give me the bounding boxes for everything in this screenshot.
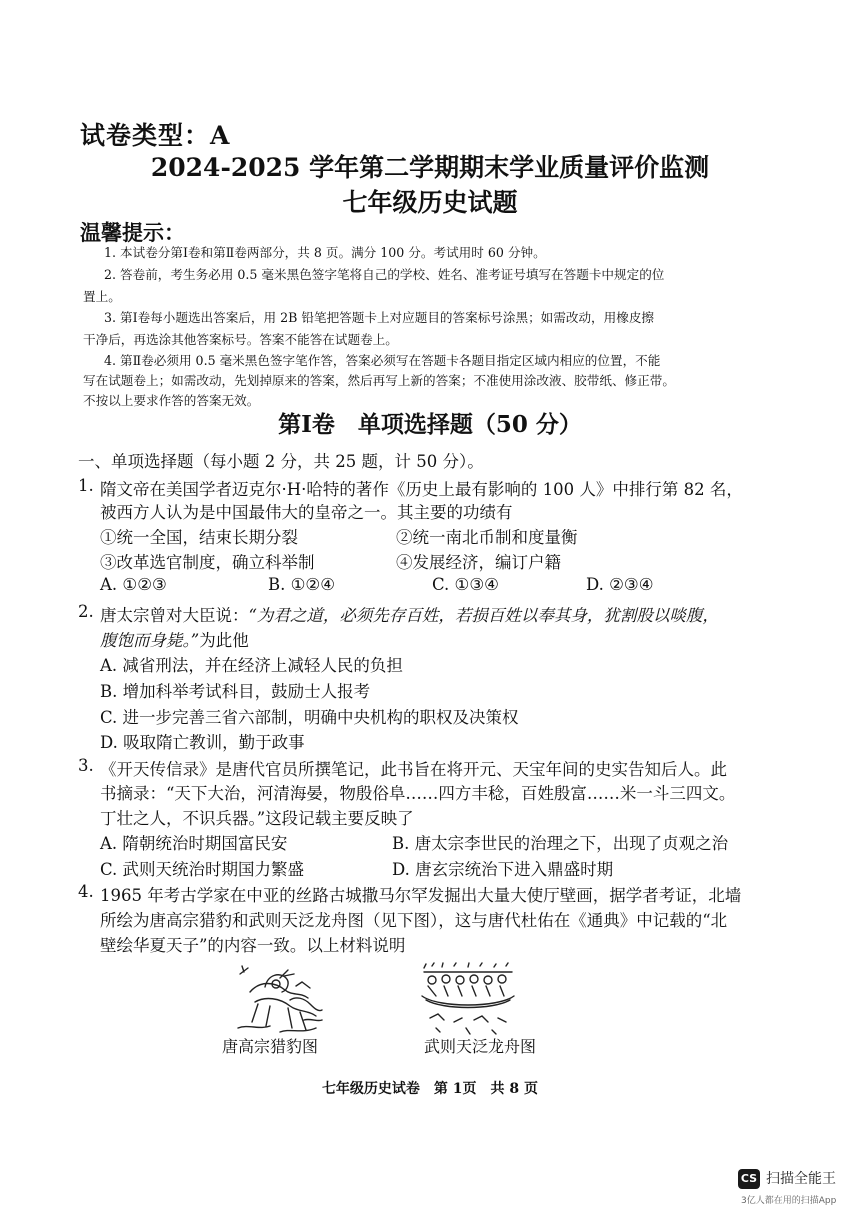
tip-line: 不按以上要求作答的答案无效。 — [83, 393, 260, 408]
section-title: 第Ⅰ卷 单项选择题（50 分） — [278, 411, 582, 438]
camscanner-logo: CS — [738, 1169, 760, 1189]
page-footer: 七年级历史试卷 第 1页 共 8 页 — [321, 1081, 539, 1097]
answer-option: A. ①②③ — [100, 575, 167, 594]
question-text: 为此他 — [199, 631, 249, 650]
quotation: 腹饱而身毙。” — [100, 631, 200, 650]
question-text: 丁壮之人，不识兵器。”这段记载主要反映了 — [100, 809, 414, 828]
question-text: 《开天传信录》是唐代官员所撰笔记，此书旨在将开元、天宝年间的史实告知后人。此 — [100, 760, 727, 779]
tip-line: 写在试题卷上；如需改动，先划掉原来的答案，然后再写上新的答案；不准使用涂改液、胶带纸、修正带。 — [83, 373, 675, 388]
tip-line: 置上。 — [83, 289, 121, 304]
answer-option: C. ①③④ — [432, 575, 499, 594]
answer-option: A. 隋朝统治时期国富民安 — [100, 834, 288, 853]
question-text: 壁绘华夏天子”的内容一致。以上材料说明 — [100, 936, 406, 955]
image-caption: 武则天泛龙舟图 — [424, 1037, 537, 1056]
answer-option: D. ②③④ — [586, 575, 654, 594]
answer-option: B. 唐太宗李世民的治理之下，出现了贞观之治 — [392, 834, 729, 853]
camscanner-tagline: 3亿人都在用的扫描App — [741, 1196, 837, 1206]
tip-line: 3. 第Ⅰ卷每小题选出答案后，用 2B 铅笔把答题卡上对应题目的答案标号涂黑；如需改动，用橡皮擦 — [104, 310, 655, 325]
exam-subtitle: 七年级历史试题 — [342, 188, 518, 217]
question-number: 1. — [78, 476, 94, 495]
mural-hunting-image — [230, 962, 330, 1042]
section-instruction: 一、单项选择题（每小题 2 分，共 25 题，计 50 分）。 — [78, 452, 484, 471]
statement-item: ①统一全国，结束长期分裂 — [100, 528, 298, 547]
answer-option: A. 减省刑法，并在经济上减轻人民的负担 — [100, 656, 403, 675]
paper-type: 试卷类型：A — [80, 121, 231, 150]
exam-title: 2024-2025 学年第二学期期末学业质量评价监测 — [150, 153, 710, 182]
answer-option: B. ①②④ — [268, 575, 335, 594]
question-number: 2. — [78, 602, 94, 621]
question-text-cont — [100, 627, 249, 651]
statement-item: ③改革选官制度，确立科举制 — [100, 553, 315, 572]
question-text: 1965 年考古学家在中亚的丝路古城撒马尔罕发掘出大量大使厅壁画，据学者考证，北墙 — [100, 886, 742, 905]
question-text: 隋文帝在美国学者迈克尔·H·哈特的著作《历史上最有影响的 100 人》中排行第 82 名， — [100, 480, 743, 499]
question-lead — [100, 602, 719, 626]
tip-line: 1. 本试卷分第Ⅰ卷和第Ⅱ卷两部分，共 8 页。满分 100 分。考试用时 60 分钟。 — [104, 245, 546, 260]
tip-line: 2. 答卷前，考生务必用 0.5 毫米黑色签字笔将自己的学校、姓名、准考证号填写在答题卡中规定的位 — [104, 267, 665, 282]
tips-heading: 温馨提示： — [80, 220, 185, 245]
tip-line: 4. 第Ⅱ卷必须用 0.5 毫米黑色签字笔作答，答案必须写在答题卡各题目指定区域内相应的位置，不能 — [104, 353, 661, 368]
question-number: 4. — [78, 882, 94, 901]
statement-item: ②统一南北币制和度量衡 — [396, 528, 578, 547]
tip-line: 干净后，再选涂其他答案标号。答案不能答在试题卷上。 — [83, 332, 398, 347]
answer-option: D. 唐玄宗统治下进入鼎盛时期 — [392, 860, 614, 879]
statement-item: ④发展经济，编订户籍 — [396, 553, 561, 572]
answer-option: C. 进一步完善三省六部制，明确中央机构的职权及决策权 — [100, 708, 519, 727]
quotation: “为君之道，必须先存百姓，若损百姓以奉其身，犹割股以啖腹， — [248, 606, 719, 625]
question-number: 3. — [78, 756, 94, 775]
mural-dragon-boat-image — [418, 962, 518, 1042]
question-text: 书摘录：“天下大治，河清海晏，物殷俗阜……四方丰稔，百姓殷富……米一斗三四文。 — [100, 784, 736, 803]
question-text: 所绘为唐高宗猎豹和武则天泛龙舟图（见下图），这与唐代杜佑在《通典》中记载的“北 — [100, 911, 728, 930]
question-text: 唐太宗曾对大臣说： — [100, 606, 249, 625]
answer-option: D. 吸取隋亡教训，勤于政事 — [100, 733, 305, 752]
answer-option: B. 增加科举考试科目，鼓励士人报考 — [100, 682, 371, 701]
answer-option: C. 武则天统治时期国力繁盛 — [100, 860, 305, 879]
question-text: 被西方人认为是中国最伟大的皇帝之一。其主要的功绩有 — [100, 503, 513, 522]
image-caption: 唐高宗猎豹图 — [222, 1037, 319, 1056]
camscanner-name: 扫描全能王 — [766, 1171, 836, 1187]
